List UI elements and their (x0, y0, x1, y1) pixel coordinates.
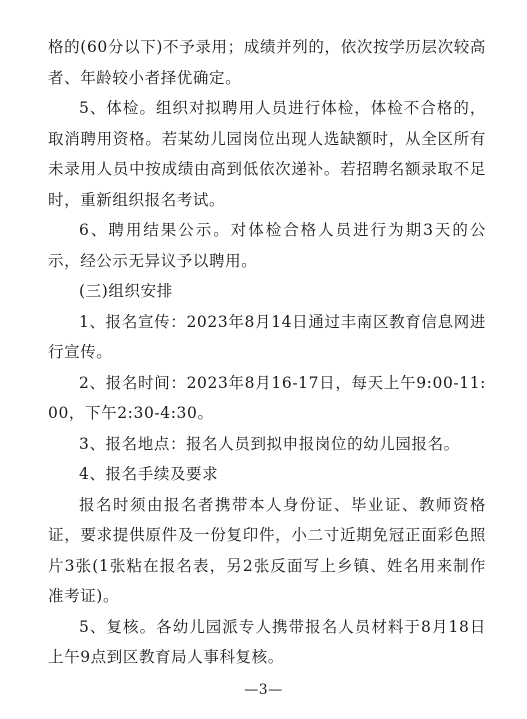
paragraph-result-publicity: 6、聘用结果公示。对体检合格人员进行为期3天的公示，经公示无异议予以聘用。 (48, 221, 486, 270)
paragraph-registration-location: 3、报名地点：报名人员到拟申报岗位的幼儿园报名。 (79, 434, 460, 453)
paragraph-medical-exam: 5、体检。组织对拟聘用人员进行体检，体检不合格的，取消聘用资格。若某幼儿园岗位出现人选缺额时，从全区所有未录用人员中按成绩由高到低依次递补。若招聘名额录取不足时，重新组织报名考试。 (48, 99, 486, 209)
document-body (48, 32, 486, 673)
paragraph-registration-procedure-heading: 4、报名手续及要求 (79, 465, 219, 483)
section-heading-organization: (三)组织安排 (79, 282, 173, 300)
paragraph-admission-rule: 格的(60分以下)不予录用；成绩并列的，依次按学历层次较高者、年龄较小者择优确定。 (48, 38, 486, 87)
paragraph-registration-time: 2、报名时间：2023年8月16-17日，每天上午9:00-11:00，下午2:30-4:30。 (48, 373, 486, 422)
page-number: —3— (244, 682, 283, 698)
paragraph-review: 5、复核。各幼儿园派专人携带报名人员材料于8月18日上午9点到区教育局人事科复核。 (48, 617, 486, 666)
paragraph-registration-publicity: 1、报名宣传：2023年8月14日通过丰南区教育信息网进行宣传。 (48, 312, 486, 361)
paragraph-registration-requirements: 报名时须由报名者携带本人身份证、毕业证、教师资格证，要求提供原件及一份复印件，小二寸近期免冠正面彩色照片3张(1张粘在报名表，另2张反面写上乡镇、姓名用来制作准考证)。 (48, 495, 486, 605)
